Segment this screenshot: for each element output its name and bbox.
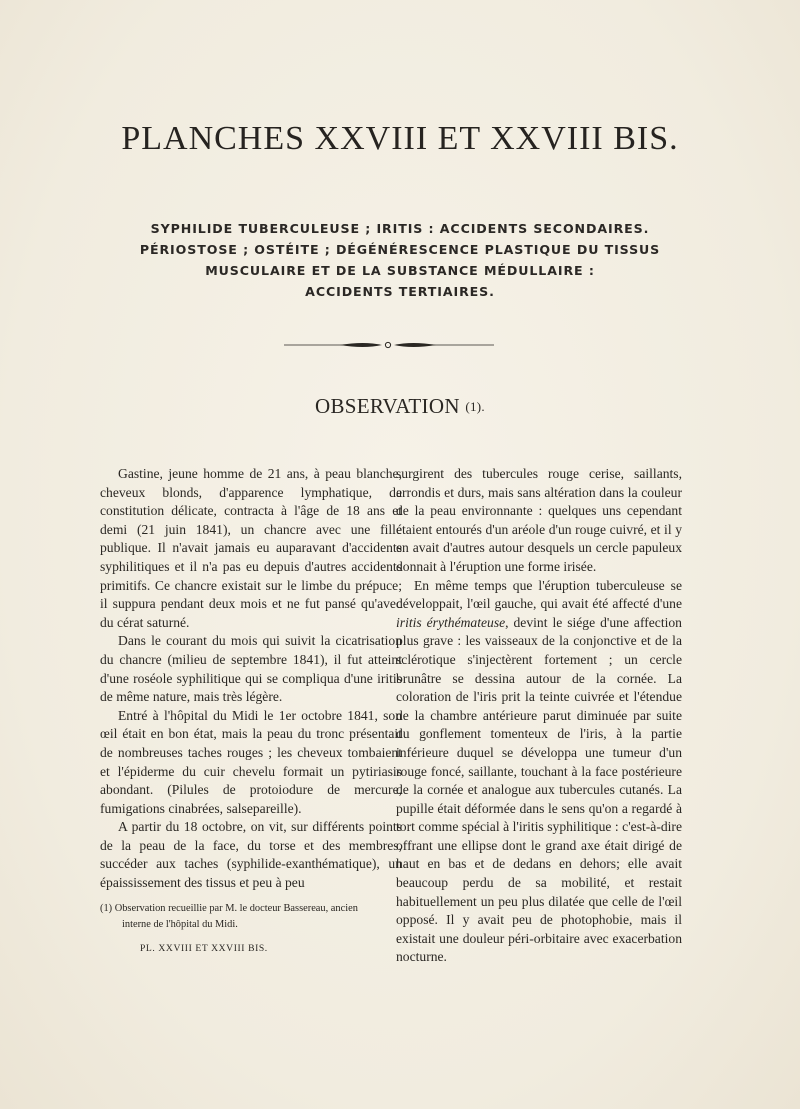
observation-heading [0, 394, 800, 419]
footnote [100, 901, 400, 933]
paragraph: surgirent des tubercules rouge cerise, saillants, arrondis et durs, mais sans altération dans la couleur de la peau environnante : quelques uns cependant étaient entourés d'un aréole d'un rouge cuivré, et il y en avait d'autres autour desquels un cercle papuleux donnait à l'éruption une forme irisée. [396, 466, 682, 574]
subtitle-line: SYPHILIDE TUBERCULEUSE ; IRITIS : ACCIDENTS SECONDAIRES. [150, 221, 650, 236]
paragraph: Gastine, jeune homme de 21 ans, à peau blanche, cheveux blonds, d'apparence lymphatique, de constitution délicate, contracta à l'âge de 18 ans et demi (21 juin 1841), un chancre avec une fille publique. Il n'avait jamais eu auparavant d'accidents syphilitiques et il n'a pas eu depuis d'autres accidents primitifs. Ce chancre existait sur le limbe du prépuce; il suppura pendant deux mois et ne fut pansé qu'avec du cérat saturné. [100, 466, 402, 630]
footnote-line: (1) Observation recueillie par M. le docteur Bassereau, ancien [100, 903, 358, 914]
observation-title: OBSERVATION [315, 394, 460, 418]
ornament-divider [284, 338, 494, 352]
page-title: PLANCHES XXVIII ET XXVIII BIS. [121, 120, 679, 157]
subtitle-line: PÉRIOSTOSE ; OSTÉITE ; DÉGÉNÉRESCENCE PLASTIQUE DU TISSUS [139, 242, 661, 257]
subtitle-line: ACCIDENTS TERTIAIRES. [305, 284, 495, 299]
page-subtitle [80, 218, 720, 302]
left-column [100, 465, 402, 893]
paragraph: Entré à l'hôpital du Midi le 1er octobre 1841, son œil était en bon état, mais la peau du tronc présentait de nombreuses taches rouges ; les cheveux tombaient et l'épiderme du cuir chevelu formait un pytiriasis abondant. (Pilules de protoiodure de mercure, fumigations cinabrées, salsepareille). [100, 707, 402, 816]
italic-term: iritis érythémateuse [396, 614, 506, 630]
subtitle-line: MUSCULAIRE ET DE LA SUBSTANCE MÉDULLAIRE : [205, 263, 595, 278]
paragraph-text: , devint le siége d'une affection plus grave : les vaisseaux de la conjonctive et de la sclérotique s'injectèrent fortement ; un cercle brunâtre se dessina autour de la cornée. La coloration de l'iris prit la teinte cuivrée et l'étendue de la chambre antérieure parut diminuée par suite du gonflement tomenteux de l'iris, à la partie inférieure duquel se développa une tumeur d'un rouge foncé, saillante, touchant à la face postérieure de la cornée et analogue aux tubercules cutanés. La pupille était déformée dans le sens qu'on a regardé à tort comme spécial à l'iritis syphilitique : c'est-à-dire offrant une ellipse dont le grand axe était dirigé de haut en bas et de dedans en dehors; elle avait beaucoup perdu de sa mobilité, et restait habituellement un peu plus dilatée que celle de l'œil opposé. Il y avait peu de photophobie, mais il existait une douleur péri-orbitaire avec exacerbation nocturne. [396, 614, 682, 965]
paragraph: Dans le courant du mois qui suivit la cicatrisation du chancre (milieu de septembre 1841), il fut atteint d'une roséole syphilitique qui se compliqua d'une iritis de même nature, mais très légère. [100, 633, 402, 705]
paragraph-text: En même temps que l'éruption tuberculeuse se développait, l'œil gauche, qui avait été affecté d'une [396, 577, 682, 612]
footnote-line: interne de l'hôpital du Midi. [122, 919, 238, 930]
plate-signature: PL. XXVIII ET XXVIII BIS. [140, 943, 268, 954]
paragraph [396, 577, 682, 967]
paragraph: A partir du 18 octobre, on vit, sur différents points de la peau de la face, du torse et des membres, succéder aux taches (syphilide-exanthématique), un épaississement des tissus et peu à peu [100, 819, 402, 891]
footnote-ref: (1). [465, 399, 485, 414]
right-column [396, 465, 682, 967]
